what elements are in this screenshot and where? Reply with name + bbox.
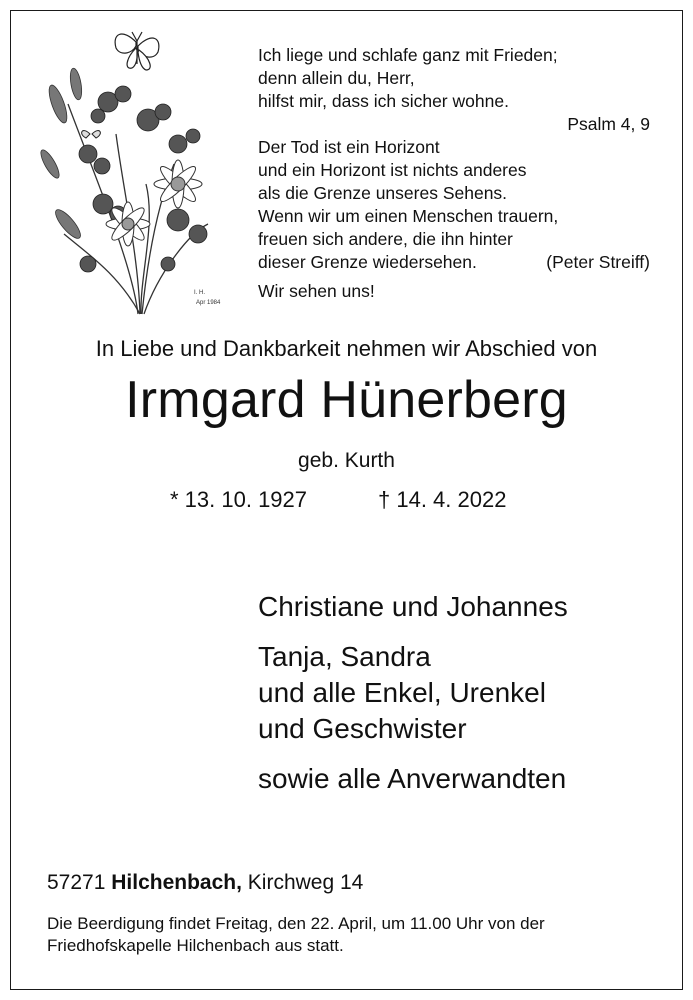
svg-text:Apr 1984: Apr 1984 [196, 300, 221, 306]
mourner-line: und Geschwister [258, 713, 467, 744]
maiden-name: geb. Kurth [298, 449, 395, 472]
closing-line: Wir sehen uns! [258, 281, 375, 301]
poem-line: freuen sich andere, die ihn hinter [258, 229, 513, 249]
verse-block [258, 44, 650, 303]
mourner-line: und alle Enkel, Urenkel [258, 677, 546, 708]
flower-illustration [28, 24, 228, 324]
intro-text: In Liebe und Dankbarkeit nehmen wir Abschied von [95, 336, 598, 361]
poem-author: (Peter Streiff) [546, 252, 650, 272]
poem-last-line [258, 251, 650, 274]
birth-date: * 13. 10. 1927 [170, 487, 308, 512]
mourner-line: sowie alle Anverwandten [258, 763, 567, 794]
psalm-reference: Psalm 4, 9 [567, 114, 650, 134]
mourner-line: Christiane und Johannes [258, 591, 568, 622]
postcode: 57271 [47, 871, 106, 894]
svg-text:I. H.: I. H. [194, 290, 206, 296]
poem-line: als die Grenze unseres Sehens. [258, 183, 508, 203]
death-date: † 14. 4. 2022 [378, 487, 507, 512]
poem-line: Wenn wir um einen Menschen trauern, [258, 206, 559, 226]
poem-line: dieser Grenze wiedersehen. [258, 252, 477, 272]
mourners-block [258, 589, 568, 797]
poem-line: Der Tod ist ein Horizont [258, 137, 440, 157]
mourner-line: Tanja, Sandra [258, 641, 431, 672]
psalm-line: Ich liege und schlafe ganz mit Frieden; [258, 45, 558, 65]
deceased-name: Irmgard Hünerberg [125, 371, 568, 429]
address-line [47, 871, 363, 895]
psalm-line: denn allein du, Herr, [258, 68, 415, 88]
street: Kirchweg 14 [247, 871, 364, 894]
city: Hilchenbach, [111, 871, 242, 894]
poem-line: und ein Horizont ist nichts anderes [258, 160, 527, 180]
burial-notice: Die Beerdigung findet Freitag, den 22. April, um 11.00 Uhr von der Friedhofskapelle Hilchenbach aus statt. [47, 914, 545, 955]
butterfly-icon [115, 32, 159, 70]
psalm-line: hilfst mir, dass ich sicher wohne. [258, 91, 509, 111]
